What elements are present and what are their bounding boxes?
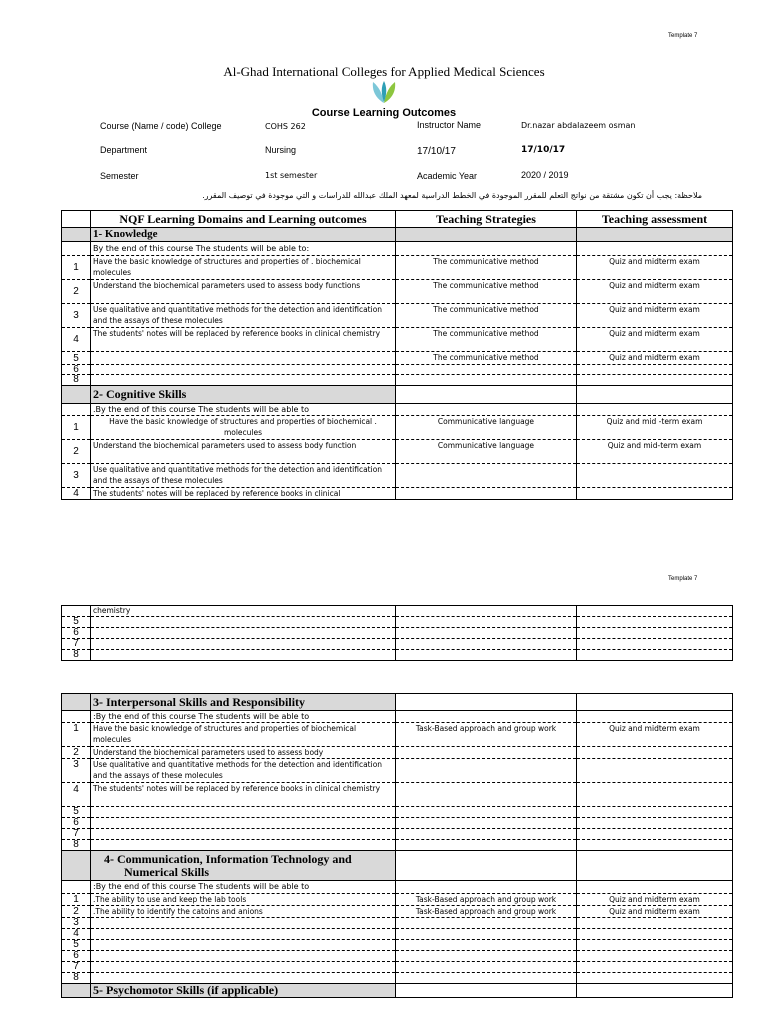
- section-interpersonal-title: 3- Interpersonal Skills and Responsibility: [91, 694, 396, 711]
- communication-intro: :By the end of this course The students will be able to: [91, 881, 396, 894]
- semester-value: 1st semester: [265, 171, 318, 180]
- course-label: Course (Name / code) College: [100, 121, 222, 131]
- date-a: 17/10/17: [417, 146, 456, 157]
- table-row: 1 .The ability to use and keep the lab tools Task-Based approach and group work Quiz and midterm exam: [62, 894, 733, 906]
- section-knowledge-title: 1- Knowledge: [91, 228, 396, 242]
- date-b: 17/10/17: [521, 145, 566, 155]
- course-value: COHS 262: [265, 122, 306, 131]
- table-row: 4 The students' notes will be replaced by reference books in clinical chemistry The communicative method Quiz and midterm exam: [62, 328, 733, 352]
- table-row: 6: [62, 818, 733, 829]
- template-label: Template 7: [668, 33, 698, 39]
- header-strategies: Teaching Strategies: [396, 211, 577, 228]
- header-domain: NQF Learning Domains and Learning outcomes: [91, 211, 396, 228]
- arabic-note: ملاحظة: يجب أن تكون مشتقة من نواتج التعلم للمقرر الموجودة في الخطط الدراسية لمعهد الملك عبدالله للدراسات و التي موجودة في توصيف المقرر.: [202, 191, 702, 200]
- outcomes-table-page2: [61, 693, 733, 998]
- table-row: 8: [62, 650, 733, 661]
- page-title: Course Learning Outcomes: [311, 107, 457, 119]
- table-row: 2 Understand the biochemical parameters used to assess body: [62, 747, 733, 759]
- table-row: 6: [62, 365, 733, 375]
- table-row: 1 Have the basic knowledge of structures and properties of biochemical . molecules Communicative language Quiz and mid -term exam: [62, 416, 733, 440]
- table-row: 1 Have the basic knowledge of structures and properties of biochemical molecules Task-Based approach and group work Quiz and midterm exam: [62, 723, 733, 747]
- table-row: 5: [62, 617, 733, 628]
- outcomes-table-page1: [61, 210, 733, 500]
- outcomes-table-continued: [61, 605, 733, 661]
- table-row: 8: [62, 840, 733, 851]
- instructor-value: Dr.nazar abdalazeem osman: [521, 121, 636, 130]
- table-row: 5: [62, 807, 733, 818]
- table-row: 5 The communicative method Quiz and midterm exam: [62, 352, 733, 365]
- table-row: 4 The students' notes will be replaced by reference books in clinical chemistry: [62, 783, 733, 807]
- continued-text: chemistry: [91, 606, 396, 617]
- table-row: 7: [62, 962, 733, 973]
- table-row: 2 .The ability to identify the catoins and anions Task-Based approach and group work Quiz and midterm exam: [62, 906, 733, 918]
- interpersonal-intro: :By the end of this course The students will be able to: [91, 711, 396, 723]
- department-value: Nursing: [265, 145, 297, 155]
- table-row: 2 Understand the biochemical parameters used to assess body functions The communicative method Quiz and midterm exam: [62, 280, 733, 304]
- table-row: 4 The students' notes will be replaced by reference books in clinical: [62, 488, 733, 500]
- table-row: 7: [62, 639, 733, 650]
- table-row: 5: [62, 940, 733, 951]
- section-cognitive-title: 2- Cognitive Skills: [91, 386, 396, 404]
- table-row: 8: [62, 375, 733, 386]
- semester-label: Semester: [100, 171, 139, 181]
- table-row: 3 Use qualitative and quantitative methods for the detection and identification and the assays of these molecules: [62, 464, 733, 488]
- header-assessment: Teaching assessment: [577, 211, 733, 228]
- section-communication-title: 4- Communication, Information Technology and Numerical Skills: [91, 851, 396, 881]
- instructor-label: Instructor Name: [417, 120, 482, 130]
- table-row: 1 Have the basic knowledge of structures and properties of . biochemical molecules The communicative method Quiz and midterm exam: [62, 256, 733, 280]
- section-psychomotor-title: 5- Psychomotor Skills (if applicable): [91, 984, 396, 998]
- table-row: 8: [62, 973, 733, 984]
- cognitive-intro: .By the end of this course The students will be able to: [91, 404, 396, 416]
- table-row: 3 Use qualitative and quantitative methods for the detection and identification and the assays of these molecules The communicative method Quiz and midterm exam: [62, 304, 733, 328]
- table-row: 4: [62, 929, 733, 940]
- table-row: 3 Use qualitative and quantitative methods for the detection and identification and the assays of these molecules: [62, 759, 733, 783]
- table-row: 2 Understand the biochemical parameters used to assess body function Communicative language Quiz and mid-term exam: [62, 440, 733, 464]
- academic-year-value: 2020 / 2019: [521, 170, 569, 180]
- table-row: 7: [62, 829, 733, 840]
- template-label-page2: Template 7: [668, 576, 698, 582]
- college-logo-icon: [369, 80, 399, 104]
- table-row: 6: [62, 951, 733, 962]
- table-row: 6: [62, 628, 733, 639]
- knowledge-intro: By the end of this course The students will be able to:: [91, 242, 396, 256]
- college-name: Al-Ghad International Colleges for Applied Medical Sciences: [223, 64, 545, 79]
- department-label: Department: [100, 145, 148, 155]
- academic-year-label: Academic Year: [417, 171, 478, 181]
- table-row: 3: [62, 918, 733, 929]
